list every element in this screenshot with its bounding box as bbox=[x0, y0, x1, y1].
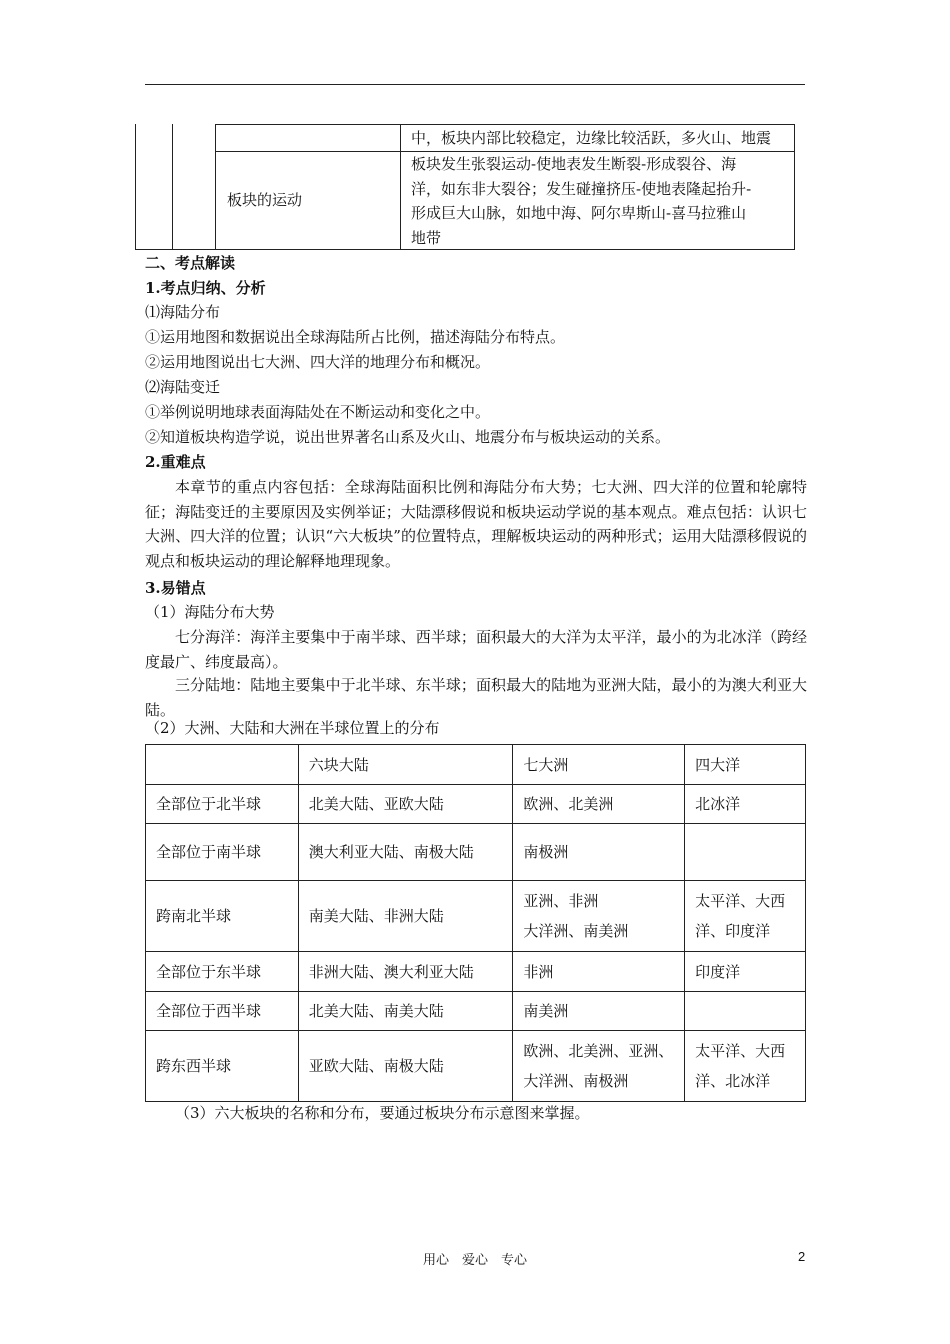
table-row bbox=[146, 1031, 806, 1102]
table-row bbox=[146, 992, 806, 1031]
continents-cell: 非洲大陆、澳大利亚大陆 bbox=[298, 952, 513, 992]
zhou-cell: 亚洲、非洲 大洋洲、南美洲 bbox=[513, 881, 685, 952]
page-number: 2 bbox=[798, 1249, 806, 1264]
table-row bbox=[146, 824, 806, 881]
zhou-cell: 南美洲 bbox=[513, 992, 685, 1031]
zhou-cell: 欧洲、北美洲、亚洲、 大洋洲、南极洲 bbox=[513, 1031, 685, 1102]
s1-item: ①举例说明地球表面海陆处在不断运动和变化之中。 bbox=[145, 403, 491, 421]
continents-cell: 澳大利亚大陆、南极大陆 bbox=[298, 824, 513, 881]
s2-paragraph: 本章节的重点内容包括：全球海陆面积比例和海陆分布大势；七大洲、四大洋的位置和轮廓特征；海陆变迁的主要原因及实例举证；大陆漂移假说和板块运动学说的基本观点。难点包括：认识七大洲、四大洋的位置；认识“六大板块”的位置特点，理解板块运动的两种形式；运用大陆漂移假说的观点和板块运动的理论解释地理现象。 bbox=[145, 478, 807, 570]
s3-title: 3.易错点 bbox=[145, 579, 206, 597]
zhou-cell: 非洲 bbox=[513, 952, 685, 992]
table-header-cell bbox=[146, 745, 299, 785]
ocean-cell: 太平洋、大西 洋、印度洋 bbox=[685, 881, 806, 952]
table-header-cell: 四大洋 bbox=[685, 745, 806, 785]
s3-subtitle: （2）大洲、大陆和大洲在半球位置上的分布 bbox=[145, 719, 440, 737]
hemisphere-table bbox=[145, 744, 806, 1102]
continents-cell: 北美大陆、亚欧大陆 bbox=[298, 785, 513, 824]
table-row bbox=[146, 952, 806, 992]
row-label: 全部位于东半球 bbox=[146, 952, 299, 992]
s1-item: ⑴海陆分布 bbox=[145, 303, 221, 321]
s3-paragraph-ocean: 七分海洋：海洋主要集中于南半球、西半球；面积最大的大洋为太平洋，最小的为北冰洋（跨经度最广、纬度最高）。 bbox=[145, 628, 807, 671]
header-rule bbox=[145, 84, 805, 85]
plate-edge-text: 中，板块内部比较稳定，边缘比较活跃，多火山、地震 bbox=[411, 129, 772, 147]
zhou-cell: 欧洲、北美洲 bbox=[513, 785, 685, 824]
s3-paragraph-land: 三分陆地：陆地主要集中于北半球、东半球；面积最大的陆地为亚洲大陆，最小的为澳大利亚大陆。 bbox=[145, 676, 807, 719]
row-label: 全部位于西半球 bbox=[146, 992, 299, 1031]
zhou-cell: 南极洲 bbox=[513, 824, 685, 881]
s1-item: ⑵海陆变迁 bbox=[145, 378, 221, 396]
table-row bbox=[146, 785, 806, 824]
s1-item: ①运用地图和数据说出全球海陆所占比例，描述海陆分布特点。 bbox=[145, 328, 566, 346]
ocean-cell: 北冰洋 bbox=[685, 785, 806, 824]
continents-cell: 南美大陆、非洲大陆 bbox=[298, 881, 513, 952]
ocean-cell bbox=[685, 824, 806, 881]
table-header-row bbox=[146, 745, 806, 785]
row-label: 跨南北半球 bbox=[146, 881, 299, 952]
row-label: 跨东西半球 bbox=[146, 1031, 299, 1102]
s1-item: ②知道板块构造学说，说出世界著名山系及火山、地震分布与板块运动的关系。 bbox=[145, 428, 671, 446]
s3-subtitle: （3）六大板块的名称和分布，要通过板块分布示意图来掌握。 bbox=[175, 1104, 590, 1122]
ocean-cell: 印度洋 bbox=[685, 952, 806, 992]
table-row bbox=[146, 881, 806, 952]
ocean-cell: 太平洋、大西 洋、北冰洋 bbox=[685, 1031, 806, 1102]
plate-movement-label: 板块的运动 bbox=[227, 191, 303, 209]
s2-title: 2.重难点 bbox=[145, 453, 206, 471]
s3-subtitle: （1）海陆分布大势 bbox=[145, 603, 275, 621]
row-label: 全部位于北半球 bbox=[146, 785, 299, 824]
continents-cell: 亚欧大陆、南极大陆 bbox=[298, 1031, 513, 1102]
table-header-cell: 七大洲 bbox=[513, 745, 685, 785]
plate-table-fragment bbox=[135, 124, 795, 250]
row-label: 全部位于南半球 bbox=[146, 824, 299, 881]
section-title: 二、考点解读 bbox=[145, 254, 236, 272]
table-header-cell: 六块大陆 bbox=[298, 745, 513, 785]
continents-cell: 北美大陆、南美大陆 bbox=[298, 992, 513, 1031]
s1-item: ②运用地图说出七大洲、四大洋的地理分布和概况。 bbox=[145, 353, 491, 371]
page-footer: 用心 爱心 专心 bbox=[422, 1253, 527, 1268]
plate-movement-desc: 板块发生张裂运动-使地表发生断裂-形成裂谷、海 洋，如东非大裂谷；发生碰撞挤压-使地表隆起抬升- 形成巨大山脉，如地中海、阿尔卑斯山-喜马拉雅山 地带 bbox=[411, 155, 752, 247]
s1-title: 1.考点归纳、分析 bbox=[145, 279, 266, 297]
ocean-cell bbox=[685, 992, 806, 1031]
